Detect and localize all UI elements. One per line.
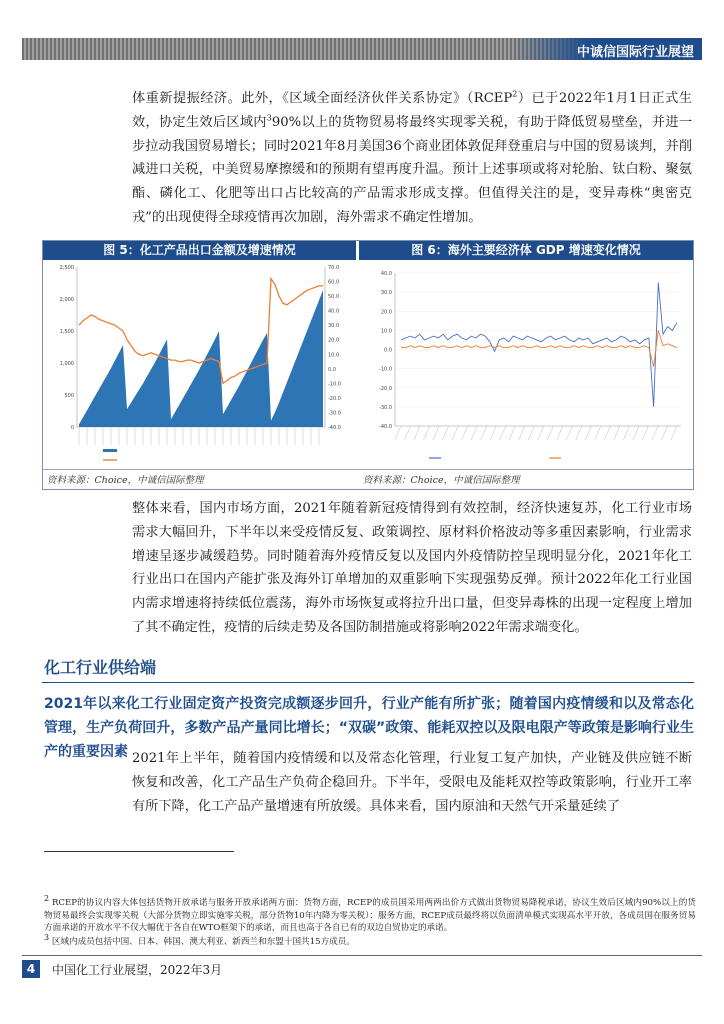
fig6-y-tick-label: 30.0 — [380, 290, 392, 297]
figure-6-source: 资料来源：Choice，中诚信国际整理 — [363, 475, 520, 486]
fig5-right-tick-label: -40.0 — [328, 425, 341, 431]
fig6-x-tick — [395, 426, 401, 440]
fig6-x-tick — [471, 426, 477, 440]
figure-5-title: 图 5：化工产品出口金额及增速情况 — [43, 241, 356, 260]
header-brand — [512, 38, 702, 60]
footer-rule — [22, 955, 702, 956]
section-underline — [42, 682, 694, 683]
fig6-series-1-line — [401, 283, 677, 407]
fig6-x-tick — [424, 426, 430, 440]
fig6-x-tick — [652, 426, 658, 440]
fig6-x-tick — [585, 426, 591, 440]
fig5-legend-area-swatch — [103, 449, 117, 452]
fig6-y-tick-label: -20.0 — [379, 385, 392, 392]
footer-text: 中国化工行业展望，2022年3月 — [52, 963, 223, 977]
source-divider — [43, 469, 693, 470]
fig5-right-tick-label: 20.0 — [328, 337, 340, 344]
fig5-right-tick-label: 30.0 — [328, 323, 340, 330]
fig5-right-tick-label: -10.0 — [328, 381, 341, 388]
fig6-x-tick — [547, 426, 553, 440]
fig6-x-tick — [500, 426, 506, 440]
section-key-point: 2021年以来化工行业固定资产投资完成额逐步回升，行业产能有所扩张；随着国内疫情缓和以及常态化管理，生产负荷回升，多数产品产量同比增长；“双碳”政策、能耗双控以及限电限产等政策是影响行业生产的重要因素 — [44, 696, 694, 760]
fig6-x-tick — [509, 426, 515, 440]
fig6-x-tick — [462, 426, 468, 440]
fig6-x-tick — [528, 426, 534, 440]
fig6-y-tick-label: 10.0 — [380, 328, 392, 335]
header-bar — [22, 38, 702, 60]
fig6-x-tick — [576, 426, 582, 440]
fig5-right-tick-label: 40.0 — [328, 308, 340, 315]
paragraph-2: 整体来看，国内市场方面，2021年随着新冠疫情得到有效控制，经济快速复苏，化工行业市场需求大幅回升，下半年以来受疫情反复、政策调控、原材料价格波动等多重因素影响，行业需求增速呈逐步减缓趋势。同时随着海外疫情反复以及国内外疫情防控呈现明显分化，2021年化工行业出口在国内产能扩张及海外订单增加的双重影响下实现强势反弹。预计2022年化工行业国内需求增速将持续低位震荡，海外市场恢复或将拉升出口量，但变异毒株的出现一定程度上增加了其不确定性，疫情的后续走势及各国防制措施或将影响2022年需求端变化。 — [132, 501, 692, 635]
fig6-x-tick — [519, 426, 525, 440]
fig5-left-tick-label: 0 — [70, 425, 74, 431]
fig6-x-tick — [671, 426, 677, 440]
fig6-x-tick — [604, 426, 610, 440]
fig6-x-tick — [481, 426, 487, 440]
fig6-x-tick — [490, 426, 496, 440]
fig5-right-tick-label: -20.0 — [328, 395, 341, 402]
fig6-x-tick — [614, 426, 620, 440]
fig6-x-tick — [595, 426, 601, 440]
fig5-left-tick-label: 2,000 — [59, 297, 74, 303]
footnote-2-text: RCEP的协议内容大体包括货物开放承诺与服务开放承诺两方面：货物方面，RCEP的成员国采用两两出价方式做出货物贸易降税承诺，协议生效后区域内90%以上的货物贸易最终会实现零关税（大部分货物立即实施零关税，部分货物10年内降为零关税）；服务方面，RCEP成员最终将以负面清单模式实现高水平开放，各成员国在服务贸易方面承诺的开放水平不仅大幅优于各自在WTO框架下的承诺，而且也高于各自已有的双边自贸协定的承诺。 — [44, 898, 696, 933]
fig5-right-tick-label: 0.0 — [328, 366, 336, 373]
fig6-x-tick — [557, 426, 563, 440]
fig6-y-tick-label: 20.0 — [380, 309, 392, 316]
footnote-ref-2[interactable]: 2 — [512, 89, 518, 99]
figure-5-chart — [43, 261, 356, 468]
figure-5-source: 资料来源：Choice，中诚信国际整理 — [47, 475, 204, 486]
footnote-3-marker: 3 — [44, 933, 50, 943]
footnote-3 — [44, 933, 696, 949]
fig6-series-2-line — [401, 330, 677, 366]
fig6-x-tick — [642, 426, 648, 440]
fig6-y-tick-label: 0.0 — [384, 347, 392, 354]
footnote-ref-3[interactable]: 3 — [266, 113, 272, 123]
paragraph-1-part-b: ）已于2022年1月1日正式生效，协定生效后区域内 — [132, 91, 692, 130]
section-title: 化工行业供给端 — [44, 658, 157, 677]
footnote-2 — [44, 894, 696, 935]
page-number: 4 — [22, 960, 40, 978]
fig5-left-tick-label: 2,500 — [59, 265, 74, 271]
fig5-right-tick-label: -30.0 — [328, 410, 341, 417]
fig5-right-tick-label: 10.0 — [328, 352, 340, 359]
fig5-export-area — [79, 290, 323, 427]
fig6-x-tick — [433, 426, 439, 440]
fig6-x-tick — [566, 426, 572, 440]
fig6-y-tick-label: -40.0 — [379, 424, 392, 430]
fig6-x-tick — [633, 426, 639, 440]
fig6-x-tick — [414, 426, 420, 440]
fig6-y-tick-label: -10.0 — [379, 366, 392, 373]
footnote-3-text: 区域内成员包括中国、日本、韩国、澳大利亚、新西兰和东盟十国共15方成员。 — [51, 937, 355, 947]
figure-6-chart — [359, 261, 693, 468]
fig6-x-tick — [443, 426, 449, 440]
fig5-right-tick-label: 50.0 — [328, 294, 340, 301]
fig6-x-tick — [452, 426, 458, 440]
fig6-y-tick-label: -30.0 — [379, 404, 392, 411]
paragraph-1-part-a: 体重新提振经济。此外，《区域全面经济伙伴关系协定》（RCEP — [132, 91, 513, 106]
fig6-x-tick — [661, 426, 667, 440]
fig5-right-tick-label: 60.0 — [328, 279, 340, 286]
fig5-left-tick-label: 1,000 — [59, 361, 74, 367]
paragraph-1 — [132, 87, 692, 230]
fig5-left-tick-label: 1,500 — [59, 329, 74, 335]
footnote-rule — [44, 851, 234, 852]
figure-6-title: 图 6：海外主要经济体 GDP 增速变化情况 — [359, 241, 693, 260]
fig6-y-tick-label: 40.0 — [380, 271, 392, 277]
paragraph-3: 2021年上半年，随着国内疫情缓和以及常态化管理，行业复工复产加快，产业链及供应链不断恢复和改善，化工产品生产负荷企稳回升。下半年，受限电及能耗双控等政策影响，行业开工率有所下降，化工产品产量增速有所放缓。具体来看，国内原油和天然气开采量延续了 — [132, 751, 692, 814]
fig5-right-tick-label: 70.0 — [328, 265, 340, 271]
fig6-x-tick — [623, 426, 629, 440]
footnote-2-marker: 2 — [44, 894, 50, 904]
fig6-x-tick — [538, 426, 544, 440]
header-brand-text: 中诚信国际行业展望 — [576, 45, 694, 60]
figure-row — [42, 240, 694, 490]
fig6-x-tick — [405, 426, 411, 440]
fig5-left-tick-label: 500 — [64, 393, 74, 399]
paragraph-1-part-c: 90%以上的货物贸易将最终实现零关税，有助于降低贸易壁垒，并进一步拉动我国贸易增长；同时2021年8月美国36个商业团体敦促拜登重启与中国的贸易谈判，并削减进口关税，中美贸易摩擦缓和的预期有望再度升温。预计上述事项或将对轮胎、钛白粉、聚氨酯、磷化工、化肥等出口占比较高的产品需求形成支撑。但值得关注的是，变异毒株“奥密克戎”的出现使得全球疫情再次加剧，海外需求不确定性增加。 — [132, 114, 693, 225]
